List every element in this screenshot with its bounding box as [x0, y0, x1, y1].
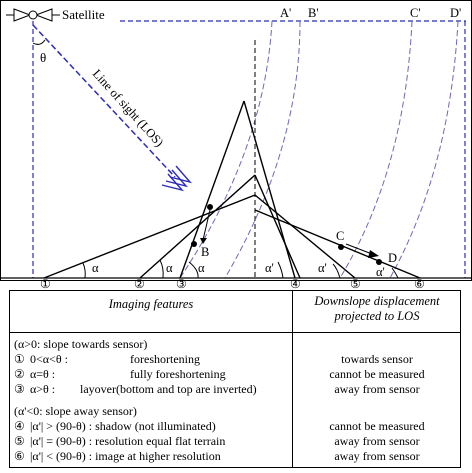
wavefronts: [180, 21, 458, 278]
marker-6: ⑥: [414, 277, 425, 291]
marker-5: ⑤: [350, 277, 361, 291]
table-row: ⑤ |α'| = (90-θ) : resolution equal flat terrain: [14, 434, 226, 448]
theta-label: θ: [40, 50, 47, 65]
alpha-prime-label-4: α': [265, 261, 274, 275]
alpha-prime-label-5: α': [318, 261, 327, 275]
marker-4: ④: [290, 277, 301, 291]
label-d: D: [388, 251, 398, 265]
result-2: cannot be measured: [329, 367, 425, 381]
label-d-prime: D': [450, 6, 462, 20]
label-c-prime: C': [410, 6, 421, 20]
result-6: away from sensor: [334, 449, 420, 463]
diagram-frame: [1, 1, 472, 281]
label-a-prime: A': [280, 6, 292, 20]
arrow-c-head-icon: [368, 250, 379, 258]
marker-3: ③: [176, 277, 187, 291]
table-row: ② α=θ : fully foreshortening: [14, 367, 226, 381]
header-downslope-line1: Downslope displacement: [314, 294, 440, 308]
section-towards-sensor: (α>0: slope towards sensor): [14, 337, 148, 351]
result-1: towards sensor: [341, 352, 413, 366]
label-c: C: [336, 229, 345, 243]
slope-lines: [44, 101, 420, 278]
header-downslope-line2: projected to LOS: [334, 309, 420, 323]
header-downslope: [293, 294, 461, 324]
marker-2: ②: [134, 277, 145, 291]
label-b: B: [201, 245, 210, 259]
points: [191, 204, 382, 265]
satellite-icon: [6, 9, 60, 21]
label-b-prime: B': [308, 6, 319, 20]
result-5: away from sensor: [334, 434, 420, 448]
theta-arc: [33, 40, 45, 44]
table-header-divider: [10, 332, 460, 333]
result-4: cannot be measured: [329, 419, 425, 433]
section-away-sensor: (α'<0: slope away sensor): [14, 404, 137, 418]
result-3: away from sensor: [334, 382, 420, 396]
satellite-label: Satellite: [62, 7, 105, 22]
los-line: [33, 25, 175, 177]
los-arrow-icon: [162, 166, 190, 190]
table-row: ③ α>θ : layover(bottom and top are inverted): [14, 382, 257, 396]
arrow-b-head-icon: [200, 238, 207, 244]
alpha-prime-label-6: α': [376, 265, 385, 279]
table-row: ④ |α'| > (90-θ) : shadow (not illuminated): [14, 419, 216, 433]
imaging-features-table: [9, 290, 461, 468]
alpha-label-1: α: [92, 261, 99, 275]
alpha-label-2: α: [166, 261, 173, 275]
los-label: Line of sight (LOS): [89, 66, 167, 150]
alpha-label-3: α: [198, 261, 205, 275]
table-row: ⑥ |α'| < (90-θ) : image at higher resolution: [14, 449, 221, 463]
header-imaging-features: Imaging features: [108, 297, 194, 311]
table-row: ① 0<α<θ : foreshortening: [14, 352, 200, 366]
marker-1: ①: [40, 277, 51, 291]
